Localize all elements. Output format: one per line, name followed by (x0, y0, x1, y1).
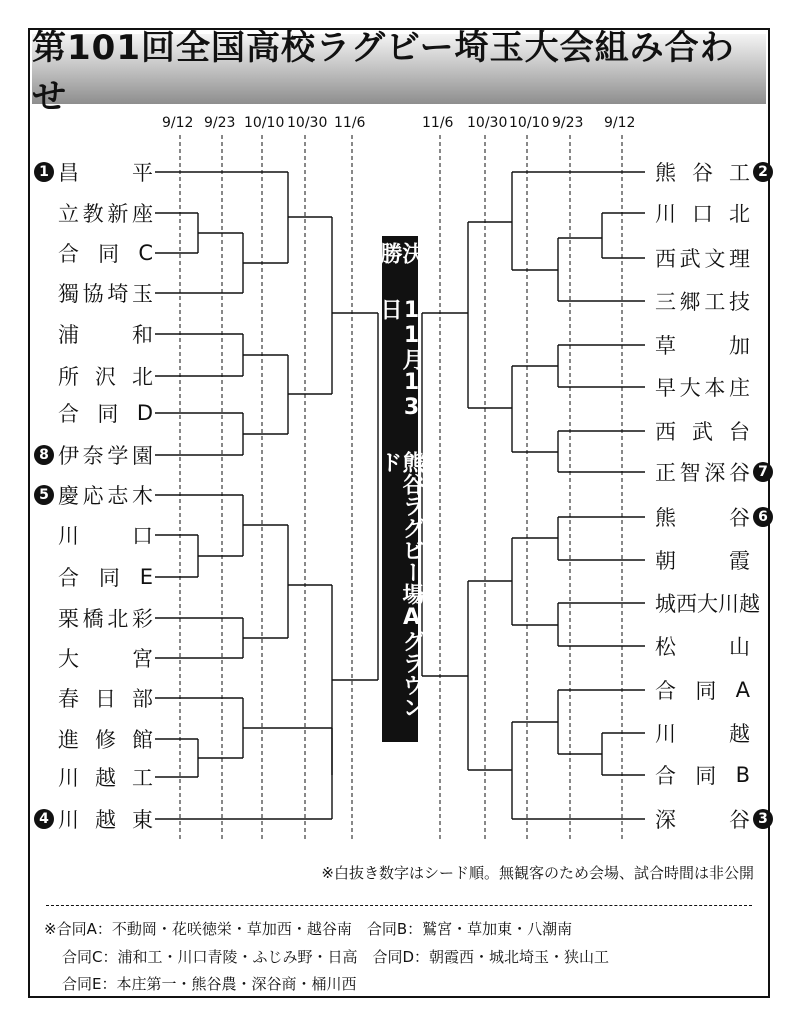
team-name: 慶 応 志 木 (58, 484, 153, 508)
seed-badge: 3 (753, 809, 773, 829)
round-date: 11/6 (334, 115, 366, 131)
team-name: 川 越 工 (58, 766, 153, 790)
final-label: 決勝 (377, 242, 424, 264)
team-name: 獨 協 埼 玉 (58, 282, 153, 306)
team-name: 所 沢 北 (58, 365, 153, 389)
round-date: 10/30 (467, 115, 508, 131)
dashed-divider (46, 905, 752, 906)
seed-badge: 1 (34, 162, 54, 182)
footnote-line: 合同E：本庄第一・熊谷農・深谷商・桶川西 (62, 975, 357, 993)
team-name: 合 同 A (655, 678, 750, 703)
round-date: 10/10 (244, 115, 285, 131)
round-date: 11/6 (422, 115, 454, 131)
final-venue: 熊谷ラグビー場Aグラウンド (377, 450, 424, 718)
team-name: 松 山 (655, 635, 750, 659)
round-date: 9/23 (204, 115, 236, 131)
seed-badge: 7 (753, 462, 773, 482)
footnote-line: ※合同A：不動岡・花咲徳栄・草加西・越谷南 合同B：鷲宮・草加東・八潮南 (44, 920, 573, 938)
round-date: 9/12 (604, 115, 636, 131)
team-name: 草 加 (655, 334, 750, 358)
seed-badge: 5 (34, 485, 54, 505)
team-name: 熊 谷 (655, 506, 750, 530)
round-date: 9/12 (162, 115, 194, 131)
team-name: 伊 奈 学 園 (58, 444, 153, 468)
team-name: 川 越 (655, 722, 750, 746)
team-name: 昌 平 (58, 161, 153, 185)
team-name: 川 口 北 (655, 202, 750, 226)
team-name: 合 同 C (58, 241, 153, 266)
team-name: 熊 谷 工 (655, 161, 750, 185)
team-name: 正 智 深 谷 (655, 461, 750, 485)
team-name: 合 同 E (58, 565, 153, 590)
team-name: 栗 橋 北 彩 (58, 607, 153, 631)
team-name: 西 武 文 理 (655, 247, 750, 271)
team-name: 城 西 大 川 越 (655, 592, 760, 616)
seed-note: ※白抜き数字はシード順。無観客のため会場、試合時間は非公開 (321, 864, 754, 882)
team-name: 浦 和 (58, 323, 153, 347)
round-date: 9/23 (552, 115, 584, 131)
team-name: 西 武 台 (655, 420, 750, 444)
seed-badge: 6 (753, 507, 773, 527)
final-date: 11月13日 (377, 298, 424, 421)
team-name: 川 口 (58, 524, 153, 548)
final-match-box (377, 236, 424, 742)
round-date: 10/10 (509, 115, 550, 131)
seed-badge: 8 (34, 445, 54, 465)
team-name: 川 越 東 (58, 808, 153, 832)
round-date: 10/30 (287, 115, 328, 131)
team-name: 合 同 D (58, 401, 153, 426)
page-title: 第101回全国高校ラグビー埼玉大会組み合わせ (32, 28, 735, 117)
team-name: 大 宮 (58, 647, 153, 671)
team-name: 朝 霞 (655, 549, 750, 573)
team-name: 進 修 館 (58, 728, 153, 752)
team-name: 早 大 本 庄 (655, 376, 750, 400)
footnote-line: 合同C：浦和工・川口青陵・ふじみ野・日高 合同D：朝霞西・城北埼玉・狭山工 (62, 948, 610, 966)
team-name: 三 郷 工 技 (655, 290, 750, 314)
seed-badge: 4 (34, 809, 54, 829)
team-name: 深 谷 (655, 808, 750, 832)
team-name: 春 日 部 (58, 687, 153, 711)
team-name: 立 教 新 座 (58, 202, 153, 226)
team-name: 合 同 B (655, 763, 750, 788)
seed-badge: 2 (753, 162, 773, 182)
